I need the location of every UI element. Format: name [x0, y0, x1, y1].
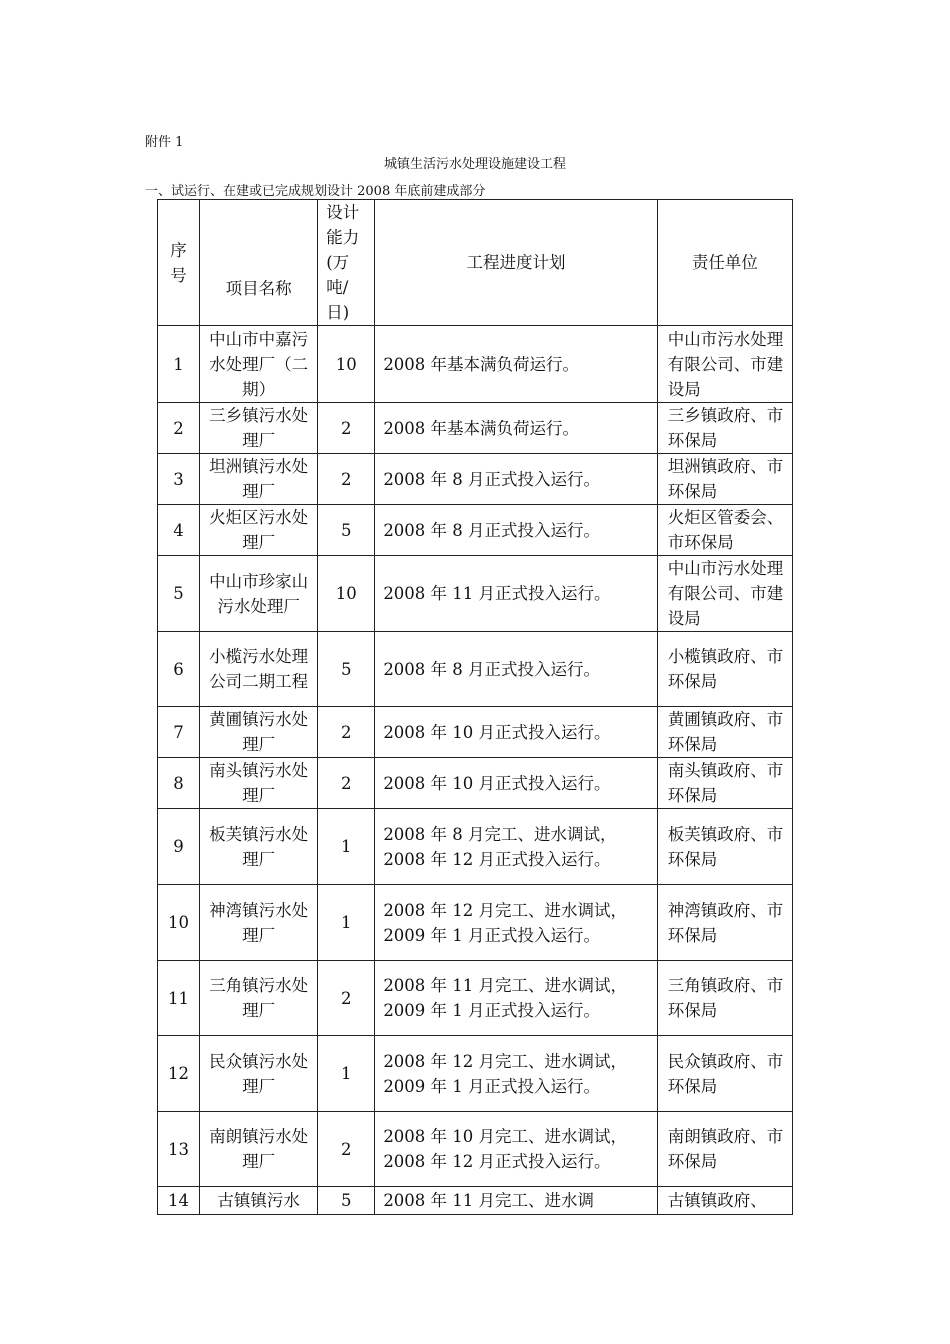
header-project-name: 项目名称: [200, 200, 318, 326]
cell-capacity: 5: [318, 505, 375, 556]
cell-no: 5: [158, 556, 200, 632]
cell-no: 12: [158, 1036, 200, 1112]
table-row: [158, 1036, 793, 1112]
cell-responsible-unit: 三乡镇政府、市环保局: [657, 403, 792, 454]
table-row: [158, 632, 793, 707]
table-row: [158, 885, 793, 961]
cell-responsible-unit: 南朗镇政府、市环保局: [657, 1112, 792, 1187]
table-row: [158, 326, 793, 403]
table-header-row: [158, 200, 793, 326]
table-row: [158, 1112, 793, 1187]
cell-project-name: 火炬区污水处理厂: [200, 505, 318, 556]
cell-project-name: 黄圃镇污水处理厂: [200, 707, 318, 758]
cell-capacity: 1: [318, 885, 375, 961]
cell-capacity: 2: [318, 1112, 375, 1187]
cell-project-name: 板芙镇污水处理厂: [200, 809, 318, 885]
table-row: [158, 505, 793, 556]
table-row: [158, 758, 793, 809]
cell-responsible-unit: 中山市污水处理有限公司、市建设局: [657, 556, 792, 632]
cell-project-name: 南头镇污水处理厂: [200, 758, 318, 809]
cell-schedule: 2008 年 11 月正式投入运行。: [375, 556, 657, 632]
cell-schedule: 2008 年 8 月正式投入运行。: [375, 505, 657, 556]
cell-no: 6: [158, 632, 200, 707]
cell-capacity: 10: [318, 556, 375, 632]
cell-capacity: 2: [318, 454, 375, 505]
annex-label: 附件 1: [145, 135, 184, 150]
cell-responsible-unit: 神湾镇政府、市环保局: [657, 885, 792, 961]
cell-project-name: 中山市珍家山污水处理厂: [200, 556, 318, 632]
cell-responsible-unit: 小榄镇政府、市环保局: [657, 632, 792, 707]
cell-schedule: 2008 年 12 月完工、进水调试，2009 年 1 月正式投入运行。: [375, 1036, 657, 1112]
cell-capacity: 1: [318, 809, 375, 885]
cell-no: 1: [158, 326, 200, 403]
cell-responsible-unit: 民众镇政府、市环保局: [657, 1036, 792, 1112]
cell-project-name: 中山市中嘉污水处理厂（二期）: [200, 326, 318, 403]
cell-capacity: 2: [318, 961, 375, 1036]
cell-schedule: 2008 年基本满负荷运行。: [375, 403, 657, 454]
cell-schedule: 2008 年 10 月正式投入运行。: [375, 707, 657, 758]
cell-capacity: 5: [318, 1187, 375, 1215]
cell-capacity: 10: [318, 326, 375, 403]
table-row: [158, 809, 793, 885]
cell-schedule: 2008 年 8 月正式投入运行。: [375, 632, 657, 707]
cell-responsible-unit: 黄圃镇政府、市环保局: [657, 707, 792, 758]
cell-project-name: 小榄污水处理公司二期工程: [200, 632, 318, 707]
cell-responsible-unit: 坦洲镇政府、市环保局: [657, 454, 792, 505]
cell-no: 10: [158, 885, 200, 961]
cell-responsible-unit: 火炬区管委会、市环保局: [657, 505, 792, 556]
cell-schedule: 2008 年 11 月完工、进水调: [375, 1187, 657, 1215]
cell-capacity: 1: [318, 1036, 375, 1112]
document-title: 城镇生活污水处理设施建设工程: [383, 157, 566, 172]
cell-project-name: 古镇镇污水: [200, 1187, 318, 1215]
cell-capacity: 2: [318, 403, 375, 454]
header-schedule: 工程进度计划: [375, 200, 657, 326]
table-row: [158, 961, 793, 1036]
cell-schedule: 2008 年 10 月正式投入运行。: [375, 758, 657, 809]
cell-capacity: 2: [318, 707, 375, 758]
table-row: [158, 403, 793, 454]
table-row: [158, 707, 793, 758]
cell-schedule: 2008 年 12 月完工、进水调试，2009 年 1 月正式投入运行。: [375, 885, 657, 961]
cell-project-name: 三乡镇污水处理厂: [200, 403, 318, 454]
cell-project-name: 坦洲镇污水处理厂: [200, 454, 318, 505]
project-schedule-table: [157, 199, 793, 1215]
cell-schedule: 2008 年 8 月完工、进水调试，2008 年 12 月正式投入运行。: [375, 809, 657, 885]
cell-schedule: 2008 年 10 月完工、进水调试，2008 年 12 月正式投入运行。: [375, 1112, 657, 1187]
table-row: [158, 1187, 793, 1215]
cell-responsible-unit: 古镇镇政府、: [657, 1187, 792, 1215]
cell-responsible-unit: 板芙镇政府、市环保局: [657, 809, 792, 885]
cell-no: 14: [158, 1187, 200, 1215]
cell-responsible-unit: 中山市污水处理有限公司、市建设局: [657, 326, 792, 403]
cell-capacity: 5: [318, 632, 375, 707]
table-row: [158, 556, 793, 632]
cell-responsible-unit: 三角镇政府、市环保局: [657, 961, 792, 1036]
table-row: [158, 454, 793, 505]
cell-schedule: 2008 年基本满负荷运行。: [375, 326, 657, 403]
cell-no: 2: [158, 403, 200, 454]
cell-no: 3: [158, 454, 200, 505]
header-no: 序号: [158, 200, 200, 326]
cell-project-name: 三角镇污水处理厂: [200, 961, 318, 1036]
cell-no: 13: [158, 1112, 200, 1187]
cell-project-name: 南朗镇污水处理厂: [200, 1112, 318, 1187]
cell-no: 8: [158, 758, 200, 809]
cell-no: 11: [158, 961, 200, 1036]
cell-project-name: 民众镇污水处理厂: [200, 1036, 318, 1112]
cell-no: 9: [158, 809, 200, 885]
cell-no: 4: [158, 505, 200, 556]
cell-schedule: 2008 年 8 月正式投入运行。: [375, 454, 657, 505]
cell-no: 7: [158, 707, 200, 758]
header-capacity: 设计能力(万吨/日): [318, 200, 375, 326]
cell-capacity: 2: [318, 758, 375, 809]
section-heading: 一、试运行、在建或已完成规划设计 2008 年底前建成部分: [145, 184, 486, 199]
cell-responsible-unit: 南头镇政府、市环保局: [657, 758, 792, 809]
header-responsible-unit: 责任单位: [657, 200, 792, 326]
cell-schedule: 2008 年 11 月完工、进水调试，2009 年 1 月正式投入运行。: [375, 961, 657, 1036]
cell-project-name: 神湾镇污水处理厂: [200, 885, 318, 961]
